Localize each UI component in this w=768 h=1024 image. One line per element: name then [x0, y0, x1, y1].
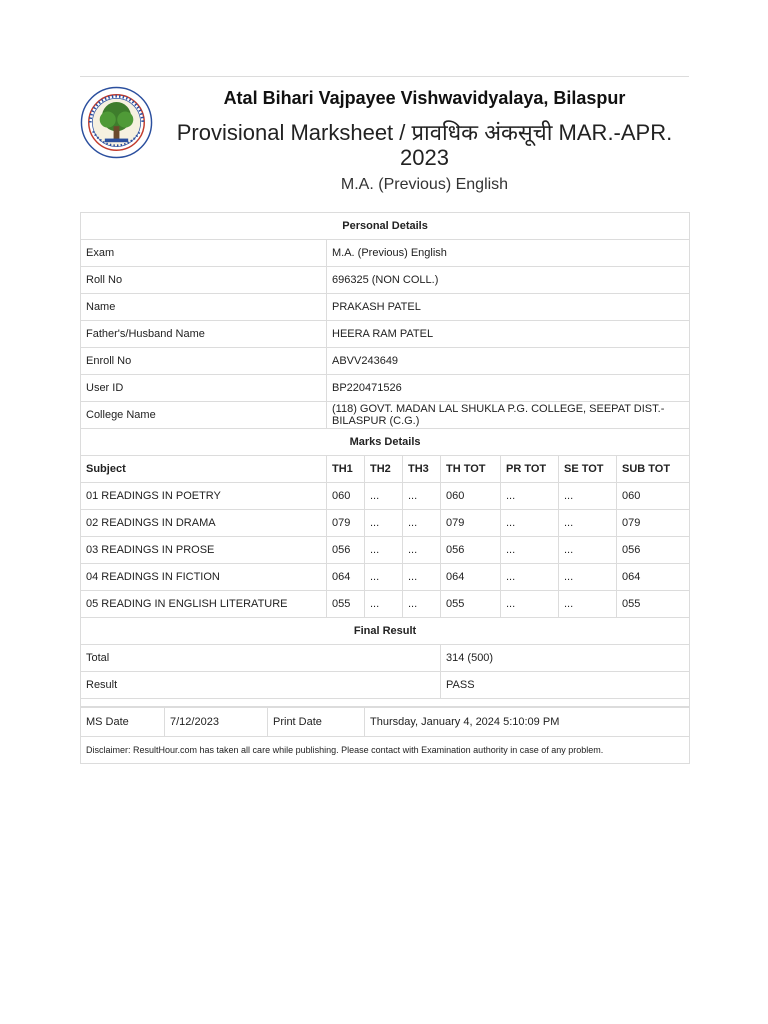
- mark-cell: ...: [501, 537, 559, 564]
- mark-cell: ...: [559, 537, 617, 564]
- mark-cell: ...: [501, 591, 559, 618]
- personal-row: [81, 294, 690, 321]
- mark-cell: 079: [327, 510, 365, 537]
- mark-cell: 064: [617, 564, 690, 591]
- final-total-row: [81, 645, 690, 672]
- marks-row: [81, 483, 690, 510]
- mark-cell: ...: [403, 483, 441, 510]
- ms-date-value: 7/12/2023: [165, 708, 268, 737]
- column-header: TH TOT: [441, 456, 501, 483]
- title-line-2: 2023: [400, 145, 449, 170]
- ms-date-label: MS Date: [81, 708, 165, 737]
- final-result-heading-row: [81, 618, 690, 645]
- print-date-value: Thursday, January 4, 2024 5:10:09 PM: [365, 708, 690, 737]
- final-result-row: [81, 672, 690, 699]
- personal-row: [81, 348, 690, 375]
- subject-cell: 02 READINGS IN DRAMA: [81, 510, 327, 537]
- personal-row: [81, 240, 690, 267]
- subject-cell: 01 READINGS IN POETRY: [81, 483, 327, 510]
- personal-label: College Name: [81, 402, 327, 429]
- spacer-cell: [81, 699, 690, 707]
- column-header: SUB TOT: [617, 456, 690, 483]
- mark-cell: 055: [441, 591, 501, 618]
- mark-cell: 079: [441, 510, 501, 537]
- personal-value: BP220471526: [327, 375, 690, 402]
- marks-details-heading: Marks Details: [81, 429, 690, 456]
- column-header: SE TOT: [559, 456, 617, 483]
- mark-cell: 060: [441, 483, 501, 510]
- mark-cell: 056: [327, 537, 365, 564]
- marks-row: [81, 537, 690, 564]
- mark-cell: 055: [327, 591, 365, 618]
- personal-details-heading: Personal Details: [81, 213, 690, 240]
- column-header: TH2: [365, 456, 403, 483]
- mark-cell: ...: [365, 510, 403, 537]
- marks-details-heading-row: [81, 429, 690, 456]
- column-header: PR TOT: [501, 456, 559, 483]
- personal-label: Enroll No: [81, 348, 327, 375]
- personal-details-heading-row: [81, 213, 690, 240]
- mark-cell: ...: [501, 510, 559, 537]
- personal-row: [81, 267, 690, 294]
- marks-header-row: [81, 456, 690, 483]
- mark-cell: 055: [617, 591, 690, 618]
- personal-label: User ID: [81, 375, 327, 402]
- marksheet-table: [80, 212, 690, 707]
- result-value: PASS: [441, 672, 690, 699]
- footer-table: [80, 707, 690, 764]
- subject-cell: 04 READINGS IN FICTION: [81, 564, 327, 591]
- mark-cell: ...: [559, 510, 617, 537]
- mark-cell: ...: [403, 564, 441, 591]
- title-line-1: Provisional Marksheet / प्रावधिक अंकसूची MAR.-APR.: [176, 120, 673, 145]
- personal-value: HEERA RAM PATEL: [327, 321, 690, 348]
- personal-value: M.A. (Previous) English: [327, 240, 690, 267]
- column-header: TH1: [327, 456, 365, 483]
- personal-value: (118) GOVT. MADAN LAL SHUKLA P.G. COLLEGE, SEEPAT DIST.-BILASPUR (C.G.): [327, 402, 690, 429]
- mark-cell: 060: [617, 483, 690, 510]
- university-seal-logo: [80, 86, 153, 159]
- marks-row: [81, 564, 690, 591]
- personal-label: Name: [81, 294, 327, 321]
- mark-cell: 056: [617, 537, 690, 564]
- result-label: Result: [81, 672, 441, 699]
- mark-cell: ...: [365, 591, 403, 618]
- disclaimer: Disclaimer: ResultHour.com has taken all care while publishing. Please contact with Examination authority in case of any problem.: [81, 737, 690, 764]
- mark-cell: 064: [327, 564, 365, 591]
- mark-cell: ...: [365, 564, 403, 591]
- mark-cell: ...: [559, 483, 617, 510]
- print-date-label: Print Date: [268, 708, 365, 737]
- mark-cell: ...: [501, 564, 559, 591]
- disclaimer-row: [81, 737, 690, 764]
- mark-cell: 079: [617, 510, 690, 537]
- personal-row: [81, 375, 690, 402]
- personal-label: Father's/Husband Name: [81, 321, 327, 348]
- mark-cell: 056: [441, 537, 501, 564]
- mark-cell: ...: [403, 591, 441, 618]
- personal-value: 696325 (NON COLL.): [327, 267, 690, 294]
- marksheet: [80, 76, 689, 764]
- personal-label: Roll No: [81, 267, 327, 294]
- total-label: Total: [81, 645, 441, 672]
- personal-value: PRAKASH PATEL: [327, 294, 690, 321]
- course-name: M.A. (Previous) English: [340, 176, 509, 193]
- personal-row: [81, 402, 690, 429]
- mark-cell: ...: [559, 564, 617, 591]
- personal-value: ABVV243649: [327, 348, 690, 375]
- personal-label: Exam: [81, 240, 327, 267]
- subject-cell: 05 READING IN ENGLISH LITERATURE: [81, 591, 327, 618]
- marks-row: [81, 510, 690, 537]
- column-header: Subject: [81, 456, 327, 483]
- personal-row: [81, 321, 690, 348]
- marksheet-header: [80, 76, 689, 212]
- mark-cell: ...: [403, 537, 441, 564]
- mark-cell: ...: [403, 510, 441, 537]
- mark-cell: ...: [365, 483, 403, 510]
- mark-cell: 060: [327, 483, 365, 510]
- marks-row: [81, 591, 690, 618]
- total-value: 314 (500): [441, 645, 690, 672]
- subject-cell: 03 READINGS IN PROSE: [81, 537, 327, 564]
- mark-cell: ...: [501, 483, 559, 510]
- mark-cell: 064: [441, 564, 501, 591]
- university-name: Atal Bihari Vajpayee Vishwavidyalaya, Bilaspur: [223, 88, 626, 108]
- spacer-row: [81, 699, 690, 707]
- column-header: TH3: [403, 456, 441, 483]
- mark-cell: ...: [559, 591, 617, 618]
- dates-row: [81, 708, 690, 737]
- final-result-heading: Final Result: [81, 618, 690, 645]
- marksheet-title: [160, 120, 689, 170]
- mark-cell: ...: [365, 537, 403, 564]
